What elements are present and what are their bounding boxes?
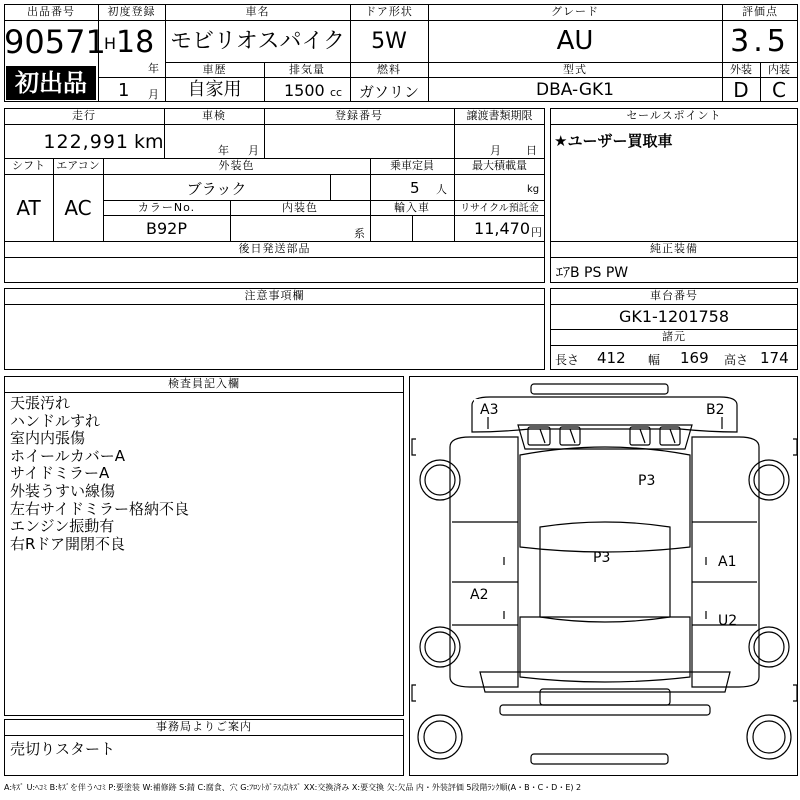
inspector-note: ハンドルすれ [10,411,101,430]
aircon-label: エアコン [56,159,100,172]
equipment: ｴｱB PS PW [556,265,629,281]
interior-label: 内装 [768,63,790,76]
height-label: 高さ [724,353,749,367]
import-label: 輸入車 [394,201,430,214]
door-label: ドア形状 [365,5,413,18]
inspection-label: 車検 [202,109,226,122]
inspector-note: 外装うすい線傷 [10,481,116,500]
fuel-label: 燃料 [377,63,401,76]
int-color-unit: 系 [354,227,365,240]
recycle-unit: 円 [531,226,542,239]
history-label: 車歴 [202,63,227,76]
later-parts-label: 後日発送部品 [238,242,311,255]
transfer-day-unit: 日 [526,144,537,157]
inspector-notes-list [10,395,400,553]
inspector-note: 左右サイドミラー格納不良 [10,499,189,518]
equipment-label: 純正装備 [650,242,698,255]
lot-number: 90571 [4,23,106,61]
car-diagram-svg [410,377,799,777]
mileage: 122,991 [43,131,129,153]
damage-mark: B2 [706,402,725,418]
aircon: AC [64,196,92,220]
color-no-label: カラーNo. [137,201,196,214]
damage-mark: P3 [593,550,611,566]
max-load-unit: kg [527,184,540,195]
inspector-note: 天張汚れ [10,394,71,412]
damage-mark: A2 [470,587,489,603]
car-diagram [409,376,798,776]
score-label: 評価点 [742,5,778,18]
history: 自家用 [187,79,242,100]
width: 169 [680,349,709,367]
inspector-note: サイドミラーA [10,464,110,483]
reg-month: 1 [118,80,130,101]
sales-point: ★ユーザー買取車 [554,132,673,150]
exterior-label: 外装 [730,63,752,76]
int-color-label: 内装色 [282,201,318,214]
score: 3.5 [730,24,790,59]
transfer-month-unit: 月 [490,144,501,157]
first-listing-badge [6,66,96,100]
era: H [104,34,117,53]
ext-color-label: 外装色 [218,159,255,172]
chassis-number: GK1-1201758 [618,307,730,326]
capacity: 5 [410,179,420,197]
sales-point-label: セールスポイント [626,109,722,122]
first-listing-text: 初出品 [15,69,87,97]
height: 174 [760,349,789,367]
displacement-unit: cc [330,86,343,99]
damage-mark: P3 [638,473,656,489]
damage-mark: A3 [480,402,499,418]
length-label: 長さ [555,353,580,367]
inspection-month-unit: 月 [248,144,259,157]
interior-score: C [772,78,786,102]
model: DBA-GK1 [536,80,614,100]
inspector-note: ホイールカバーA [10,446,125,465]
inspector-note: 右Rドア開閉不良 [10,534,125,553]
mileage-label: 走行 [72,109,96,122]
displacement: 1500 [284,81,325,100]
inspector-note: 室内内張傷 [10,429,86,448]
office-text: 売切りスタート [10,740,116,758]
capacity-label: 乗車定員 [390,159,434,172]
mileage-unit: km [134,131,164,153]
recycle-deposit: 11,470 [474,219,530,238]
damage-legend: A:ｷｽﾞ U:ﾍｺﾐ B:ｷｽﾞを伴うﾍｺﾐ P:要塗装 W:補修跡 S:錆 C:腐食、穴 G:ﾌﾛﾝﾄｶﾞﾗｽ点ｷｽﾞ XX:交換済み X:要交換 欠:欠品 内・外装評価 5段階ﾗﾝｸ順(A・B・C・D・E) 2 [4,783,582,792]
shift-label: シフト [12,159,45,172]
chassis-label: 車台番号 [650,289,698,302]
car-name: モビリオスパイク [169,29,346,54]
first-reg-label: 初度登録 [107,5,156,18]
transfer-deadline-label: 譲渡書類期限 [466,109,533,122]
ext-color: ブラック [186,180,247,198]
displacement-label: 排気量 [289,63,325,76]
year-unit: 年 [148,62,159,75]
reg-year: 18 [116,25,155,60]
door-type: 5W [371,29,407,54]
reg-number-label: 登録番号 [335,109,383,122]
exterior-score: D [733,78,749,102]
color-no: B92P [146,219,187,238]
inspector-label: 検査員記入欄 [168,377,240,390]
recycle-label: リサイクル預託金 [460,203,539,214]
length: 412 [597,349,626,367]
inspector-note: エンジン振動有 [10,517,115,536]
inspection-year-unit: 年 [218,144,229,157]
specs-label: 諸元 [662,330,686,343]
grade: AU [556,26,594,56]
month-unit: 月 [148,88,159,101]
max-load-label: 最大積載量 [472,159,527,172]
office-label: 事務局よりご案内 [156,720,252,733]
damage-mark: A1 [718,554,737,570]
car-name-label: 車名 [245,5,270,18]
notes-label: 注意事項欄 [244,289,305,302]
damage-mark: U2 [718,613,738,629]
width-label: 幅 [648,353,661,367]
capacity-unit: 人 [436,183,447,196]
lot-number-label: 出品番号 [27,5,75,18]
grade-label: グレード [551,5,599,18]
shift: AT [16,196,41,220]
model-label: 型式 [563,63,587,76]
fuel: ガソリン [358,83,419,101]
